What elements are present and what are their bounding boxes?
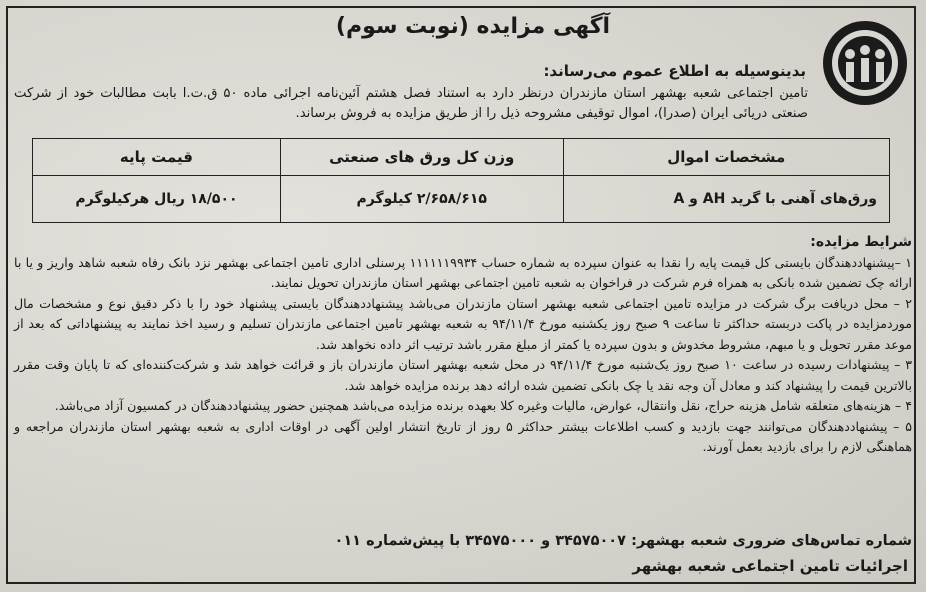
items-table [32,138,890,223]
cell-specs: ورق‌های آهنی با گرید AH و A [563,176,889,223]
header-base-price: قیمت پایه [33,139,281,176]
conditions-section [14,232,912,458]
header-specs: مشخصات اموال [563,139,889,176]
social-security-logo-icon [820,18,910,108]
table-row [33,176,890,223]
ad-title: آگهی مزایده (نوبت سوم) [335,14,611,39]
contact-numbers: شماره تماس‌های ضروری شعبه بهشهر: ۳۴۵۷۵۰۰۷ و ۳۴۵۷۵۰۰۰ با پیش‌شماره ۰۱۱ [334,533,912,549]
table-header-row [33,139,890,176]
intro-text: تامین اجتماعی شعبه بهشهر استان مازندران درنظر دارد به استناد فصل هشتم آئین‌نامه اجرائی ماده ۵۰ ق.ت.ا بابت مطالبات خود از شرکت صنعتی دریائی ایران (صدرا)، اموال توقیفی مشروحه ذیل را از طریق مزایده به فروش برساند. [14,86,808,121]
cell-base-price: ۱۸/۵۰۰ ریال هرکیلوگرم [33,176,281,223]
condition-item: ۳ – پیشنهادات رسیده در ساعت ۱۰ صبح روز یک‌شنبه مورخ ۹۴/۱۱/۴ در محل شعبه بهشهر استان مازندران باز و قرائت خواهد شد و شرکت‌کننده‌ای که تا پایان وقت مقرر بالاترین قیمت را پیشنهاد کند و معادل آن وجه نقد یا چک بانکی تضمین شده ارائه دهد برنده مزایده خواهد شد. [14,357,913,393]
cell-weight: ۲/۶۵۸/۶۱۵ کیلوگرم [280,176,563,223]
condition-item: ۵ – پیشنهاددهندگان می‌توانند جهت بازدید و کسب اطلاعات بیشتر حداکثر ۵ روز از تاریخ انتشار اولین آگهی در اوقات اداری به شعبه بهشهر استان مازندران مراجعه و هماهنگی لازم را برای بازدید بعمل آورند. [14,418,912,454]
conditions-heading: شرایط مزایده: [810,234,912,250]
condition-item: ۲ – محل دریافت برگ شرکت در مزایده تامین اجتماعی شعبه بهشهر استان مازندران می‌باشد پیشنهاددهندگان بایستی پیشنهاد خود را با ذکر دقیق نوع و مشخصات مال موردمزایده در پاکت دربسته حداکثر تا ساعت ۹ صبح روز یکشنبه مورخ ۹۴/۱۱/۴ به شعبه بهشهر تامین اجتماعی مازندران تسلیم و رسید اخذ نمایند به پیشنهاداتی که بعد از موعد مقرر تحویل و یا مبهم، مشروط مخدوش و بدون سپرده یا کمتر از مبلغ مقرر باشد ترتیب اثر داده نخواهد شد. [14,295,912,352]
signature: اجرائیات تامین اجتماعی شعبه بهشهر [632,557,908,575]
condition-item: ۴ – هزینه‌های متعلقه شامل هزینه حراج، نقل وانتقال، عوارض، مالیات وغیره کلا بعهده برنده مزایده می‌باشد همچنین حضور پیشنهاددهندگان در کمسیون آزاد می‌باشد. [54,398,912,413]
condition-item: ۱ –پیشنهاددهندگان بایستی کل قیمت پایه را نقدا به عنوان سپرده به شماره حساب ۱۱۱۱۱۱۹۹۳۴ پرسنلی اداری تامین اجتماعی بهشهر نزد بانک رفاه شعبه شاهد واریز و یا با ارائه چک تضمین شده بانکی به همراه فرم شرکت در فراخوان به شعبه تامین اجتماعی بهشهر استان مازندران تحویل نمایند. [14,254,912,290]
header-weight: وزن کل ورق های صنعتی [280,139,563,176]
intro-heading: بدینوسیله به اطلاع عموم می‌رساند: [543,62,806,80]
